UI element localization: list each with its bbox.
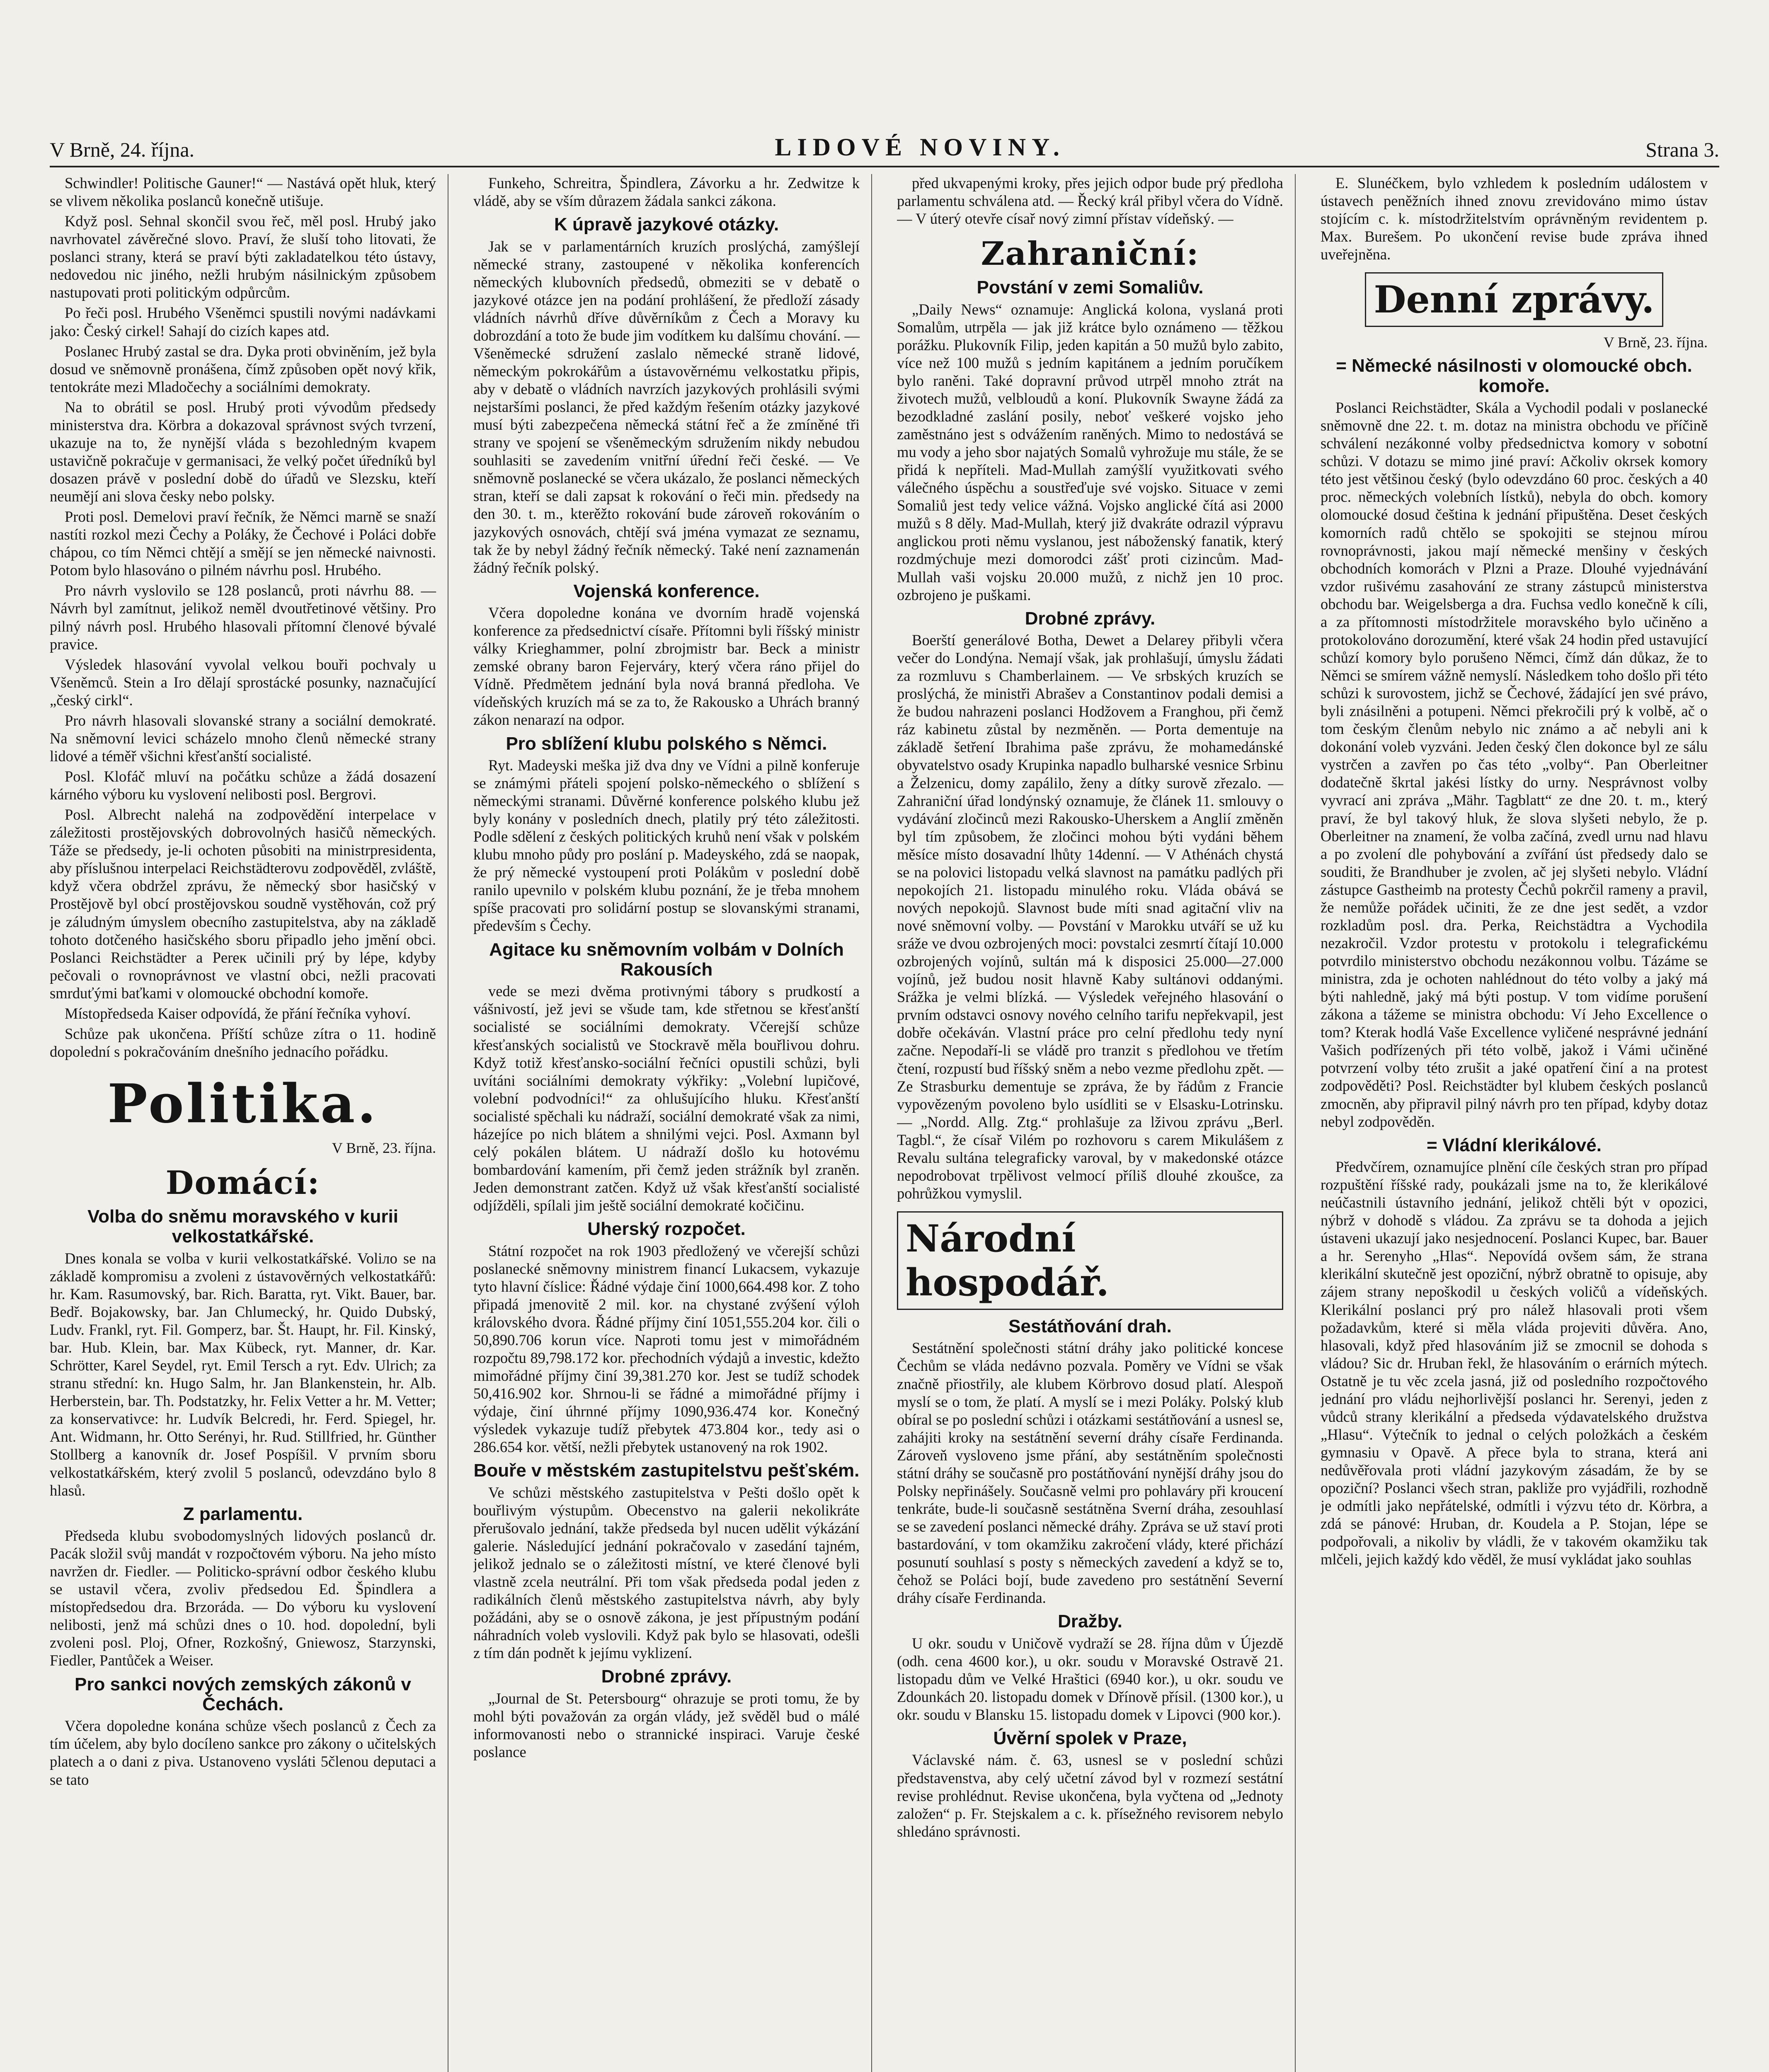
page-header (50, 124, 1719, 167)
paragraph: Po řeči posl. Hrubého Všeněmci spustili novými nadávkami jako: Český cirkel! Sahají do cizích kapes atd. (50, 304, 436, 339)
paragraph: Funkeho, Schreitra, Špindlera, Závorku a hr. Zedwitze k vládě, aby se vším důrazem žádala sankci zákona. (473, 174, 860, 210)
dateline: V Brně, 23. října. (1603, 334, 1708, 351)
article-text: Poslanci Reichstädter, Skála a Vychodil podali v poslanecké sněmovně dne 22. t. m. dotaz na ministra obchodu ve příčině schválení nezákonné volby předsednictva komory v sobotní schůzi. V dotazu se mimo jiné praví: Ačkoliv okrsek komory této jest většinou český (bylo odevzdáno 60 proc. českých a 40 proc. německých volebních lístků), nebyla do obch. komory olomoucké dosud čeština k jednání připuštěna. Deset českých komorních radů chtělo se spokojiti se stejnou mírou rovnoprávnosti, jakou mají německé menšiny v českých obchodních komorách v Plzni a Praze. Dlouhé vyjednávání vzdor rušivému zasahování ze strany zástupců ministerstva obchodu bar. Weigelsberga a dra. Fuchsa vedlo konečně k cíli, a za přítomnosti místodržitele moravského bylo učiněno a protokolováno dorozumění, které však 24 hodin před ustavující schůzí komory bylo porušeno Němci, čímž dán důkaz, že to Němci se smírem vážně nemyslí. Následkem toho došlo při této schůzi k surovostem, jichž se Čechové, žádající jen své právo, byli znásilněni a potupeni. Němci překročili prý k volbě, ač o tom českým členům nebylo nic známo a ač nebyli ani k dokonání voleb vyzváni. Jeden český člen dokonce byl ze sálu vystrčen a zavřen po čas této „volby“. Pan Oberleitner dodatečně škrtal jakési lístky do urny. Nesprávnost volby vyvrací ani zpráva „Mähr. Tagblatt“ ze dne 20. t. m., který praví, že byl takový hluk, že slova slyšeti nebylo, že p. Oberleitner na znamení, že volba začíná, zvedl urnu nad hlavu a po zvolení dle pohybování a zvířání úst předsedy dalo se souditi, že Brandhuber je zvolen, ač jej slyšeti nebylo. Vládní zástupce Gastheimb na protesty Čechů pokrčil rameny a pravil, že nemůže pořádek učiniti, že ze dne jest sedět, a vzdor rozkladům posl. dra. Perka, Reichstädtra a Vychodila nezakročil. Vzdor protestu v protokolu i telegrafickému potvrdilo ministerstvo obchodu nezákonnou volbu. Tázáme se ministra, zda je ochoten nahlédnout do této volby a jaký má býti nahledně, jaký má býti postup. V tom vidíme porušení zákona a tážeme se ministra obchodu: Ví Jeho Excellence o tom? Kterak hodlá Vaše Excellence vyličené nesprávné jednání Vašich podřízených při této volbě, jakož i Vámi učiněné potvrzení volby této zrušit a jaké opatření činí a na protest zodpověděti? Posl. Reichstädter byl klubem českých poslanců zmocněn, aby připravil pilný návrh pro ten případ, kdyby dotaz nebyl zodpověděn. (1321, 399, 1708, 1130)
paragraph: Schwindler! Politische Gauner!“ — Nastává opět hluk, který se vlivem několika poslanců konečně utišuje. (50, 174, 436, 210)
paragraph: Pro návrh vyslovilo se 128 poslanců, proti návrhu 88. — Návrh byl zamítnut, jelikož neměl dvoutřetinové většiny. Pro pilný návrh posl. Hrubého hlasovali přítomní členové bývalé pravice. (50, 582, 436, 653)
paragraph: Když posl. Sehnal skončil svou řeč, měl posl. Hrubý jako navrhovatel závěrečné slovo. Praví, že sluší toho litovati, že poslanci strany, která se praví býti zakladatelkou této ústavy, nedovedou nic jiného, nežli hrubým násilnickým způsobem nastupovati proti politickým odpůrcům. (50, 213, 436, 301)
article-text: Boerští generálové Botha, Dewet a Delarey přibyli včera večer do Londýna. Nemají však, jak prohlašují, úmyslu žádati za rozmluvu s Chamberlainem. — Ve srbských kruzích se proslýchá, že ministři Abrašev a Constantinov podali demisi a že budou nahrazeni poslanci Hodžovem a Franghou, při čemž ráz kabinetu zůstal by nezměněn. — Porta dementuje na základě šetření Ibrahima paše zprávu, že mohamedánské obyvatelstvo osady Krupinka napadlo bulharské vesnice Srbinu a Želzenicu, domy zapálilo, ženy a dítky surově zřezalo. — Zahraniční úřad londýnský oznamuje, že článek 11. smlouvy o vydávání zločinců mezi Rakousko-Uherskem a Anglií změněn byl tím způsobem, že zločinci mohou býti vydáni během měsíce místo dosavadní lhůty 14denní. — V Athénách chystá se na polovici listopadu velká slavnost na památku padlých při nepokojích 21. listopadu minulého roku. Vláda obává se nových nepokojů. Slavnost bude míti snad agitační vliv na nové sněmovní volby. — Povstání v Marokku utváří se už ku sráže ve dvou ozbrojených moci: povstalci zesmrtí čítají 10.000 ozbrojených vojínů, sultán má k disposici 25.000—27.000 vojínů, jež budou nosit hlavně Kaby sultánovi oddanými. Srážka je velmi blízká. — Výsledek veřejného hlasování o prvním odstavci osnovy nového celního tarifu nepřekvapil, jest dobře očekáván. Vlastní práce pro celní předlohu tedy nyní začne. Nepodaří-li se vládě pro tranzit s předlohou ve třetím čtení, rozpustí bud říšský sněm a nebo vezme předlohu zpět. — Ze Strasburku dementuje se zpráva, že by řádům z Francie vypovězeným povoleno bylo usídliti se v Elsasku-Lotrinsku. — „Nordd. Allg. Ztg.“ prohlašuje za lživou zprávu „Berl. Tagbl.“, že císař Vilém po rozhovoru s carem Mikulášem z Revalu sultána telegraficky varoval, by v makedonské otázce nepodrobovat trpělivost velmocí příliš dlouhé zkoušce, za pohrůžkou vymyslil. (897, 632, 1283, 1202)
article-text: Václavské nám. č. 63, usnesl se v poslední schůzi představenstva, aby celý učetní závod byl v rozmezí sestátní revise prohlédnut. Revise ukončena, byla vyčtena od „Jednoty založen“ p. Fr. Stejskalem a c. k. přísežného revisorem nebylo shledáno správnosti. (897, 1751, 1283, 1840)
article-title: Uherský rozpočet. (587, 1219, 746, 1239)
paragraph: E. Slunéčkem, bylo vzhledem k posledním událostem v ústavech peněžních ihned znovu zrevidováno mimo ústav stojícím c. k. místodržitelstvím oprávněným revidentem p. Max. Burešem. Po ukončení revise bude zpráva ihned uveřejněna. (1321, 174, 1708, 263)
article-text: „Journal de St. Petersbourg“ ohrazuje se proti tomu, že by mohl býti považován za orgán vlády, jež svěděl bud o málé informovanosti nebo o strannické inspiraci. Varuje české poslance (473, 1690, 860, 1760)
column-3 (897, 174, 1296, 2072)
article-text: vede se mezi dvěma protivnými tábory s prudkostí a vášnivostí, jež jevi se všude tam, kde střetnou se křesťanští socialisté se sociálními demokraty. Včerejší schůze křesťanských socialistů ve Stockravě měla bouřlivou dohru. Když totiž křesťansko-sociální řečníci opustili schůzi, byli uvítáni sociálními demokraty výkřiky: „Volební lupičové, volební podvodníci!“ za ohlušujícího hluku. Křesťanští socialisté spěchali ku nádraží, sociální demokraté však za nimi, házejíce po nich blátem a shnilými vejci. Posl. Axmann byl celý pokálen blátem. U nádraží došlo ku hotovému bombardování kamením, při čemž jeden strážník byl zraněn. Jeden demonstrant zatčen. Když už však křesťanští socialisté odjížděli, spílali jim ještě sociální demokraté kočičinu. (473, 983, 860, 1214)
paragraph: Výsledek hlasování vyvolal velkou bouři pochvaly u Všeněmců. Stein a Iro dělají sprostácké posunky, naznačující „český cirkl“. (50, 656, 436, 709)
article-title: Dražby. (1058, 1611, 1122, 1632)
page-number: Strana 3. (1645, 138, 1719, 161)
paragraph: Proti posl. Demelovi praví řečník, že Němci marně se snaží nastíti rozkol mezi Čechy a Poláky, že Čechové i Poláci dobře chápou, co tím Němci chtějí a smějí se jen německé naivnosti. Potom bylo hlasováno o pilném návrhu posl. Hrubého. (50, 508, 436, 579)
subsection-heading-domaci: Domácí: (165, 1164, 320, 1202)
article-text: U okr. soudu v Uničově vydraží se 28. října dům v Újezdě (odh. cena 4600 kor.), u okr. soudu v Moravské Ostravě 21. listopadu dům ve Velké Hraštici (6940 kor.), u okr. soudu ve Zdounkách 20. listopadu domek v Dřínově přísil. (1300 kor.), u okr. soudu v Blansku 15. listopadu domek v Lipovci (900 kor.). (897, 1634, 1283, 1723)
article-text: Jak se v parlamentárních kruzích proslýchá, zamýšlejí německé strany, zastoupené v několika konferencích německých klubovních předsedů, obmeziti se v debatě o jazykové otázce jen na podání prohlášení, že předloží zásady vládních návrhů dříve důvěrníkům z Čech a Moravy ku dobrozdání a toto že bude jim vodítkem ku dalšímu chování. — Všeněmecké sdružení zaslalo německé straně lidové, německým pokrokářům a ústavověrnému velkostatku připis, aby v debatě o vládních navrzích jazykových prohlásili svými nejstaršími poslanci, že před každým řešením otázky jazykové musí býti zabezpečena německá státní řeč a že zmíněné tři strany ve spojení se všeněmeckým sdružením nikdy nebudou souhlasiti se zavedením vnitřní úřední řeči české. — Ve sněmovně poslanecké se včera ukázalo, že poslanci německých stran, kteří se dali zapsat k rokování o řeči min. předsedy na den 30. t. m., kterěžto rokování bude zároveň rokováním o jazykových osnovách, chtějí svá jména vymazat ze seznamu, tak že by nebyl žádný řečník německý. Také není zaznamenán žádný řečník polský. (473, 237, 860, 576)
paragraph: Na to obrátil se posl. Hrubý proti vývodům předsedy ministerstva dra. Körbra a dokazoval správnost svých tvrzení, ukazuje na to, že nynější vláda s bezohledným kvapem ustavičně pokračuje v germanisaci, že velký počet úředníků byl dosazen právě v poslední době do úřadů ve Slezsku, kteří neumějí ani slova česky nebo polsky. (50, 398, 436, 505)
paragraph: Místopředseda Kaiser odpovídá, že přání řečníka vyhoví. (65, 1005, 411, 1022)
paragraph: Schůze pak ukončena. Příští schůze zítra o 11. hodině dopolední s pokračováním dnešního jednacího pořádku. (50, 1025, 436, 1060)
article-text: Včera dopoledne konána schůze všech poslanců z Čech za tím účelem, aby bylo docíleno sankce pro zákony o učitelských platech a o dani z piva. Ustanoveno vysláti 5členou deputaci a se tato (50, 1717, 436, 1788)
paragraph: Posl. Klofáč mluví na počátku schůze a žádá dosazení kárného výboru ku vyslovení nelibosti posl. Bergrovi. (50, 768, 436, 803)
article-title: K úpravě jazykové otázky. (554, 214, 779, 235)
section-heading-denni-zpravy: Denní zprávy. (1365, 272, 1663, 327)
article-title: = Německé násilnosti v olomoucké obch. komoře. (1336, 356, 1692, 396)
article-text: Ve schůzi městského zastupitelstva v Pešti došlo opět k bouřlivým výstupům. Obecenstvo na galerii nekolikráte přerušovalo jednání, takže předseda byl nucen udělit výkázání galerie. Následující jednání pokračovalo v zasedání tajném, jelikož jednalo se o záležitosti místní, ve které členové byli vlastně zcela neutrální. Při tom však předseda podal jeden z radikálních členů městského zastupitelstva návrh, aby byly požádáni, aby se o osnově zákona, je jest přípustným podání náhradních voleb vyslovili. Když pak bylo se hlasovati, odešli z tím dán podnět k jejímu vyklizení. (473, 1484, 860, 1662)
article-title: Pro sankci nových zemských zákonů v Čechách. (75, 1674, 411, 1714)
article-title: Úvěrní spolek v Praze, (993, 1728, 1187, 1749)
article-text: Předseda klubu svobodomyslných lidových poslanců dr. Pacák složil svůj mandát v rozpočtovém výboru. Na jeho místo navržen dr. Fiedler. — Politicko-správní odbor českého klubu se ustavil včera, zvoliv předsedou Ed. Špindlera a místopředsedou dra. Brzoráda. — Do výboru ku vyslovení nelibosti, jenž má schůzi dnes o 10. hod. dopolední, byli zvoleni posl. Ploj, Ofner, Rozkošný, Gniewosz, Starzynski, Fiedler, Pantůček a Weiser. (50, 1527, 436, 1669)
article-text: Dnes konala se volba v kurii velkostatkářské. Voliло se na základě kompromisu a zvoleni z ústavověrných velkostatkářů: hr. Kam. Rasumovský, bar. Rich. Baratta, ryt. Vikt. Bauer, bar. Bedř. Bojakowsky, bar. Jan Chlumecký, hr. Quido Dubský, Ludv. Frankl, ryt. Fil. Gomperz, bar. Št. Haupt, hr. Fil. Kinský, bar. Hub. Klein, bar. Max Kübeck, ryt. Manner, dr. Kar. Schrötter, Karel Seydel, ryt. Emil Tersch a ryt. Edv. Ulrich; za stranu střední: kn. Hugo Salm, hr. Jan Blankenstein, hr. Alb. Herberstein, bar. Th. Podstatzky, hr. Felix Vetter a hr. M. Vetter; za konservativce: hr. Ludvík Belcredi, hr. Ferd. Spiegel, hr. Ant. Widmann, hr. Otto Serényi, hr. Rud. Stillfried, hr. Günther Stollberg a kanovník dr. Josef Pospíšil. V prvním sboru velkostatkářském, který zvolil 5 poslanců, odevzdáno bylo 8 hlasů. (50, 1249, 436, 1499)
article-title: Sestátňování drah. (1008, 1316, 1172, 1337)
column-2 (473, 174, 872, 2072)
article-title: Vojenská konference. (573, 581, 760, 601)
article-title: Pro sblížení klubu polského s Němci. (506, 733, 827, 754)
article-text: Státní rozpočet na rok 1903 předložený ve včerejší schůzi poslanecké sněmovny ministrem financí Lukacsem, vykazuje tyto hlavní číslice: Řádné výdaje činí 1000,664.498 kor. Z toho připadá jmenovitě 2 mil. kor. na chystané zvýšení výloh královského dvora. Řádné příjmy činí 1051,555.204 kor. čili o 50,890.706 korun více. Naproti tomu jest v mimořádném rozpočtu 89,798.172 kor. přechodních výdajů a investic, kdežto mimořádné příjmy činí 39,381.270 kor. Jest se tudíž schodek 50,416.902 kor. Shrnou-li se řádné a mimořádné příjmy i výdaje, činí úhrnné příjmy 1090,936.474 kor. Konečný výsledek vykazuje tudíž přebytek 473.804 kor., tedy asi o 286.654 kor. větší, nežli přebytek ustanovený na rok 1902. (473, 1242, 860, 1456)
paragraph: Posl. Albrecht nalehá na zodpovědění interpelace v záležitosti prostějovských dobrovolných hasičů německých. Táže se předsedy, je-li ochoten působiti na ministrpresidenta, aby příslušnou interpelaci Reichstädterovu zodpověděl, zvláště, když včera obdržel zprávu, že německý sbor hasičský v Prostějově byl obcí prostějovskou soudně vystěhován, což prý je záludným úmyslem obecního zastupitelstva, aby na základě tohoto dotčeného hasičského sboru připadlo jeho jmění obci. Poslanci Reichstädter a Pereк učinili prý by lépe, kdyby pečovali o rovnoprávnost ve vlastní obci, nežli pracovati smrduťými baťkami v olomoucké obchodní komoře. (50, 806, 436, 1002)
section-heading-narodni-hospodar: Národní hospodář. (897, 1211, 1283, 1310)
article-text: Předvčírem, oznamujíce plnění cíle českých stran pro případ rozpuštění říšské rady, poukázali jsme na to, že klerikálové neúčastnili ústavního jednání, jelikož chtěli být v opozici, nýbrž v dohodě s vládou. Za zprávu se ta dohoda a jejich ústaveni ukazují jako nesjednocení. Poslanci Kupec, bar. Bauer a hr. Serenyho „Hlas“. Nepovídá ovšem sám, že strana klerikální skutečně jest opoziční, nýbrž obratně to opisuje, aby zájem strany nepoškodil u českých voličů a vídeňských. Klerikální poslanci prý pro nálež hlasovali proti všem požadavkům, které si měla vláda projeviti důvěra. Ano, hlasovali, když před hlasováním již se zmocnil se dohoda s vládou? Sic dr. Hruban řekl, že hlasováním o erárních mýtech. Ostatně je tu věc zcela jasná, již od posledního rozpočtového jednání pro vládu nejhorlivější poslanci hr. Serenyi, jeden z vůdců strany klerikální a předseda výdavatelského družstva „Hlasu“. Výtečník to jednal o celých položkách a českém gymnasiu v Opavě. A přece byla to strana, která ani nedůvěřovala proti vládní jazykovým zásadám, že by se opoziční? Poslanci všech stran, pakliže pro vyjádřili, rozhodně je odmítli jako nepřátelské, odmítli i výzvu této dr. Körbra, a zdá se pánové: Hruban, dr. Koudela a P. Stojan, lépe se podpořovali, a nikoliv by vládli, že v takovém okamžiku tak mlčeli, jejich každý kdo věděl, že musí vykládat jako souhlas (1321, 1158, 1708, 1568)
article-title: = Vládní klerikálové. (1427, 1135, 1602, 1155)
article-title: Z parlamentu. (183, 1503, 303, 1524)
columns (50, 174, 1719, 2072)
article-title: Povstání v zemi Somaliův. (977, 277, 1204, 298)
article-text: Ryt. Madeyski meška již dva dny ve Vídni a pilně konferuje se známými přáteli spojení polsko-německého o sblížení s německými stranami. Důvěrné konference polského klubu jež byly konány v posledních dnech, platily prý této záležitosti. Podle sdělení z českých politických kruhů není však v polském klubu mnoho půdy pro poslání p. Madeyského, zdá se naopak, že prý německé vystoupení proti Polákům v poslední době ranilo upevnilo v polském klubu poznání, že je třeba mnohem spíše pracovati pro solidární postup se slovanskými stranami, především s Čechy. (473, 756, 860, 934)
article-title: Volba do sněmu moravského v kurii velkostatkářské. (87, 1206, 398, 1247)
paragraph: Poslanec Hrubý zastal se dra. Dyka proti obviněním, jež byla dosud ve sněmovně pronášena, čímž způsoben opět nový křik, tentokráte mezi Mladočechy a sociálními demokraty. (50, 342, 436, 395)
masthead-title: LIDOVÉ NOVINY. (775, 133, 1065, 161)
subsection-heading-zahranicni: Zahraniční: (981, 235, 1200, 273)
paragraph: před ukvapenými kroky, přes jejich odpor bude prý předloha parlamentu schválena atd. — Řecký král přibyl včera do Vídně. — V úterý otevře císař nový zimní přístav vídeňský. — (897, 174, 1283, 228)
dateline: V Brně, 23. října. (332, 1140, 436, 1156)
article-title: Agitace ku sněmovním volbám v Dolních Rakousích (489, 939, 844, 980)
column-1 (50, 174, 448, 2072)
article-title: Bouře v městském zastupitelstvu pešťském. (473, 1460, 860, 1481)
article-text: „Daily News“ oznamuje: Anglická kolona, vyslaná proti Somalům, utrpěla — jak již krátce bylo oznámeno — těžkou porážku. Plukovník Filip, jeden kapitán a 50 mužů bylo zabito, více než 100 mužů s jedním kapitánem a jedním poručíkem bylo raněni. Také dopravní průvod utrpěl mnoho ztrát na životech mužů, velbloudů a koní. Plukovník Swayne žádá za bezodkladné zaslání posily, neboť veškeré vojsko jeho zaměstnáno jest s odvážením raněných. Mimo to nedostává se mu vody a jeho sbor najatých Somalů vyhrožuje mu stále, že se přidá k nepříteli. Mad-Mullah zamýšlí využitkovati svého válečného úspěchu a soustřeďuje své vojsko. Situace v zemi Somaliů jest tedy velice vážná. Vojsko anglické čítá asi 2000 mužů s 8 děly. Mad-Mullah, který již dvakráte odrazil výpravu anglickou proti němu vyslanou, jest náboženský fanatik, který rozdmýchuje mezi domorodci zášť proti cizincům. Mad-Mullah vaši vojsku 20.000 mužů, z nichž jen 10 proc. ozbrojeno je puškami. (897, 300, 1283, 603)
article-text: Sestátnění společnosti státní dráhy jako politické koncese Čechům se vláda nedávno pozvala. Poměry ve Vídni se však značně přiostřily, ale klubem Körbrovo dosud platí. Alespoň myslí se o tom, že platí. A myslí se i mezi Poláky. Polský klub obíral se po poslední schůzi i otázkami sestátňování a usnesl se, zahájiti kroky na sestátnění severní dráhy císaře Ferdinanda. Zároveň vysloveno jsme přání, aby sestátněním společnosti státní dráhy se současně pro postátňování nynější dráhy jsou do Polsky nepřinášely. Současně velmi pro pohlaváry při kroucení tenkráte, bude-li současně sestátněna Sverní dráha, zesouhlasí se se zavedení poslanci německé dráhy. Zpráva se už staví proti bastardování, v tom okamžiku zakročení vlády, které přichází posunutí souhlasí s posty s německých zavedení a když se to, čehož se Poláci bojí, bude zavedeno pro sestátnění Severní dráhy císaře Ferdinanda. (897, 1339, 1283, 1607)
section-heading-politika: Politika. (107, 1073, 378, 1135)
article-title: Drobné zprávy. (1025, 608, 1156, 629)
header-date: V Brně, 24. října. (50, 138, 195, 161)
column-4 (1321, 174, 1719, 2072)
article-title: Drobné zprávy. (601, 1666, 732, 1687)
paragraph: Pro návrh hlasovali slovanské strany a sociální demokraté. Na sněmovní levici scházelo mnoho členů německé strany lidové a téměř všichni křesťanští socialisté. (50, 712, 436, 765)
article-text: Včera dopoledne konána ve dvorním hradě vojenská konference za předsednictví císaře. Přítomni byli říšský ministr války Krieghammer, polní zbrojmistr bar. Beck a ministr zemské obrany baron Fejerváry, který včera ráno přijel do Vídně. Předmětem jednání byla nová branná předloha. Ve vídeňských kruzích má se za to, že Rakousko a Uhrách branný zákon nenarazí na odpor. (473, 604, 860, 729)
